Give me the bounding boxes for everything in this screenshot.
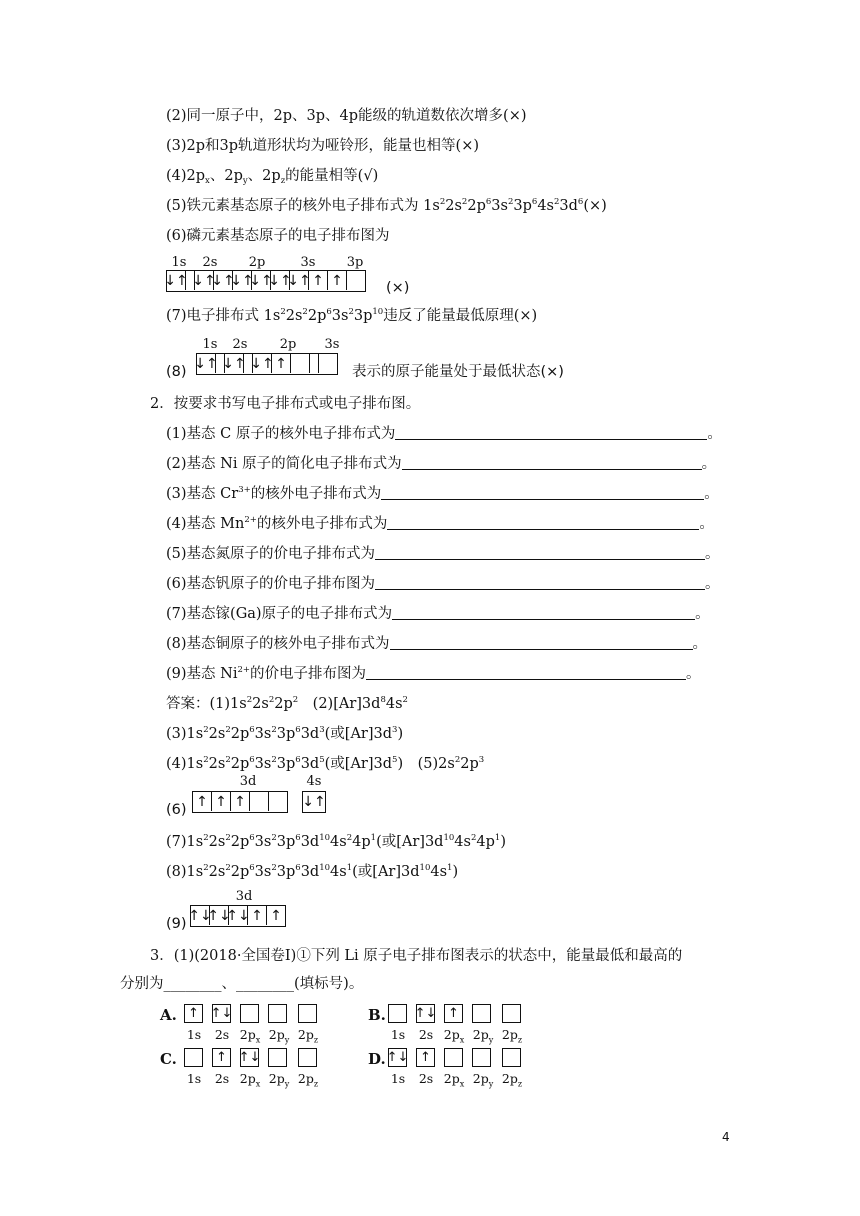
orbital-2p-2: ↓↑	[230, 272, 254, 289]
answer-blank[interactable]	[387, 515, 699, 530]
a-2pz	[298, 1004, 317, 1023]
q2-7: (7)基态镓(Ga)原子的电子排布式为 。	[166, 606, 710, 622]
label-3d: 3d	[235, 889, 253, 904]
b-1s	[388, 1004, 407, 1023]
orbital-2p-1: ↓↑	[211, 272, 235, 289]
answer-9-num: (9)	[166, 916, 187, 932]
q2-2: (2)基态 Ni 原子的简化电子排布式为 。	[166, 456, 717, 472]
c-lbl-2px: $2p_x$	[239, 1071, 261, 1089]
c-lbl-2s: 2s	[214, 1071, 230, 1086]
a-2px	[240, 1004, 259, 1023]
label-3d: 3d	[239, 774, 257, 789]
q2-3: (3)基态 $Cr^{3+}$的核外电子排布式为 。	[166, 485, 719, 502]
option-d-letter: D.	[368, 1050, 386, 1068]
label-2p: 2p	[248, 255, 266, 270]
q2-6: (6)基态钒原子的价电子排布图为 。	[166, 576, 720, 592]
b-2py	[472, 1004, 491, 1023]
answer-4-5: $(4)1s^22s^22p^63s^23p^63d^5$(或$[Ar]3d^5$) $(5)2s^22p^3$	[166, 755, 485, 772]
orbital-3d-1: ↑	[193, 792, 212, 811]
orbital-2s: ↓↑	[192, 272, 216, 289]
answer-blank[interactable]	[395, 425, 707, 440]
d-lbl-2px: $2p_x$	[443, 1071, 465, 1089]
orbital-3d-2: ↑	[212, 792, 231, 811]
orbital-3s	[319, 354, 337, 373]
b-2s: ↑↓	[414, 1006, 437, 1021]
item-6-mark: (×)	[386, 280, 410, 296]
d-lbl-2s: 2s	[418, 1071, 434, 1086]
q2-9: (9)基态 $Ni^{2+}$的价电子排布图为 。	[166, 665, 701, 682]
question-3: 3．(1)(2018·全国卷Ⅰ)①下列 Li 原子电子排布图表示的状态中，能量最低和最高的	[150, 948, 683, 964]
label-2p: 2p	[279, 337, 297, 352]
answer-7: $(7)1s^22s^22p^63s^23p^63d^{10}4s^24p^1$(或$[Ar]3d^{10}4s^24p^1$)	[166, 833, 506, 850]
orbital-3p-1: ↓↑	[287, 272, 311, 289]
label-4s: 4s	[306, 774, 322, 789]
item-8-num: (8)	[166, 364, 187, 380]
d-lbl-1s: 1s	[390, 1071, 406, 1086]
b-lbl-2px: $2p_x$	[443, 1027, 465, 1045]
orbital-3p-2: ↑	[309, 271, 328, 290]
orbital-3d-4: ↑	[248, 906, 267, 925]
answer-blank[interactable]	[375, 545, 705, 560]
answer-6-num: (6)	[166, 802, 187, 818]
item-8-text: 表示的原子能量处于最低状态(×)	[352, 364, 564, 380]
orbital-3d-5: ↑	[270, 907, 282, 924]
a-lbl-2px: $2p_x$	[239, 1027, 261, 1045]
c-2px: ↑↓	[238, 1050, 261, 1065]
d-1s: ↑↓	[386, 1050, 409, 1065]
orbital-1s: ↓↑	[194, 355, 218, 372]
orbital-3s: ↓↑	[268, 272, 292, 289]
orbital-3d-3: ↑↓	[226, 907, 250, 924]
v-3d-row	[192, 791, 288, 813]
d-2pz	[502, 1048, 521, 1067]
q2-1: (1)基态 C 原子的核外电子排布式为 。	[166, 426, 722, 442]
item-5: (5)铁元素基态原子的核外电子排布式为 $1s^22s^22p^63s^23p^64s^23d^6(\times)$	[166, 197, 607, 214]
orbital-2s: ↓↑	[222, 355, 246, 372]
c-lbl-2pz: $2p_z$	[297, 1071, 319, 1089]
answer-blank[interactable]	[381, 485, 704, 500]
orbital-2p-2: ↑	[272, 354, 291, 373]
a-lbl-2pz: $2p_z$	[297, 1027, 319, 1045]
a-1s: ↑	[184, 1004, 203, 1023]
answer-8: $(8)1s^22s^22p^63s^23p^63d^{10}4s^1$(或$[Ar]3d^{10}4s^1$)	[166, 863, 459, 880]
a-lbl-2s: 2s	[214, 1027, 230, 1042]
c-2pz	[298, 1048, 317, 1067]
orbital-3p-3: ↑	[328, 271, 347, 290]
b-2px: ↑	[444, 1004, 463, 1023]
label-2s: 2s	[232, 337, 248, 352]
orbital-2p-3	[291, 354, 310, 373]
item-6: (6)磷元素基态原子的电子排布图为	[166, 228, 390, 244]
orbital-2p-1: ↓↑	[250, 355, 274, 372]
q2-8: (8)基态铜原子的核外电子排布式为 。	[166, 636, 708, 652]
b-lbl-1s: 1s	[390, 1027, 406, 1042]
a-lbl-2py: $2p_y$	[268, 1027, 290, 1045]
answer-blank[interactable]	[402, 455, 702, 470]
d-2s: ↑	[416, 1048, 435, 1067]
label-3p: 3p	[346, 255, 364, 270]
orbital-4s: ↓↑	[302, 793, 326, 810]
label-3s: 3s	[324, 337, 340, 352]
b-2pz	[502, 1004, 521, 1023]
orbital-spacer	[310, 354, 319, 373]
c-lbl-2py: $2p_y$	[268, 1071, 290, 1089]
answer-blank[interactable]	[366, 665, 686, 680]
c-2py	[268, 1048, 287, 1067]
orbital-3d-1: ↑↓	[188, 907, 212, 924]
l8-orbital-row	[196, 353, 338, 375]
answer-1-2: 答案：$(1)1s^22s^22p^2$ $(2)[Ar]3d^84s^2$	[166, 695, 408, 712]
orbital-3d-2: ↑↓	[207, 907, 231, 924]
c-lbl-1s: 1s	[186, 1071, 202, 1086]
v-4s-row	[302, 791, 326, 813]
answer-blank[interactable]	[390, 635, 693, 650]
b-lbl-2s: 2s	[418, 1027, 434, 1042]
b-lbl-2py: $2p_y$	[472, 1027, 494, 1045]
d-2px	[444, 1048, 463, 1067]
page-number: 4	[722, 1130, 730, 1144]
c-2s: ↑	[212, 1048, 231, 1067]
option-c-letter: C.	[160, 1050, 177, 1068]
a-lbl-1s: 1s	[186, 1027, 202, 1042]
answer-blank[interactable]	[392, 605, 695, 620]
d-lbl-2py: $2p_y$	[472, 1071, 494, 1089]
b-lbl-2pz: $2p_z$	[501, 1027, 523, 1045]
item-2: (2)同一原子中，2p、3p、4p能级的轨道数依次增多(×)	[166, 108, 527, 124]
p-orbital-row	[166, 270, 366, 292]
label-1s: 1s	[171, 255, 187, 270]
label-3s: 3s	[300, 255, 316, 270]
a-2s: ↑↓	[210, 1006, 233, 1021]
orbital-2p-3: ↓↑	[249, 272, 273, 289]
ni-3d-row	[190, 905, 286, 927]
d-lbl-2pz: $2p_z$	[501, 1071, 523, 1089]
question-2: 2．按要求书写电子排布式或电子排布图。	[150, 396, 421, 412]
q2-5: (5)基态氮原子的价电子排布式为 。	[166, 546, 720, 562]
q2-4: (4)基态 $Mn^{2+}$的核外电子排布式为 。	[166, 515, 714, 532]
orbital-3d-5	[269, 792, 287, 811]
option-b-letter: B.	[368, 1006, 386, 1024]
answer-3: $(3)1s^22s^22p^63s^23p^63d^3$(或$[Ar]3d^3$)	[166, 725, 404, 742]
orbital-1s: ↓↑	[164, 272, 188, 289]
item-3: (3)2p和3p轨道形状均为哑铃形，能量也相等(×)	[166, 138, 480, 154]
option-a-letter: A.	[160, 1006, 177, 1024]
item-7: (7)电子排布式 $1s^22s^22p^63s^23p^{10}$违反了能量最低原理(×)	[166, 307, 538, 324]
orbital-3p-empty	[347, 271, 365, 290]
c-1s	[184, 1048, 203, 1067]
a-2py	[268, 1004, 287, 1023]
orbital-3d-3: ↑	[231, 792, 250, 811]
d-2py	[472, 1048, 491, 1067]
orbital-3d-4	[250, 792, 269, 811]
label-2s: 2s	[202, 255, 218, 270]
answer-blank[interactable]	[375, 575, 705, 590]
item-4: $(4)2p_x$、$2p_y$、$2p_z$的能量相等(√)	[166, 168, 379, 186]
label-1s: 1s	[202, 337, 218, 352]
question-3-cont: 分别为________、________(填标号)。	[120, 976, 364, 992]
